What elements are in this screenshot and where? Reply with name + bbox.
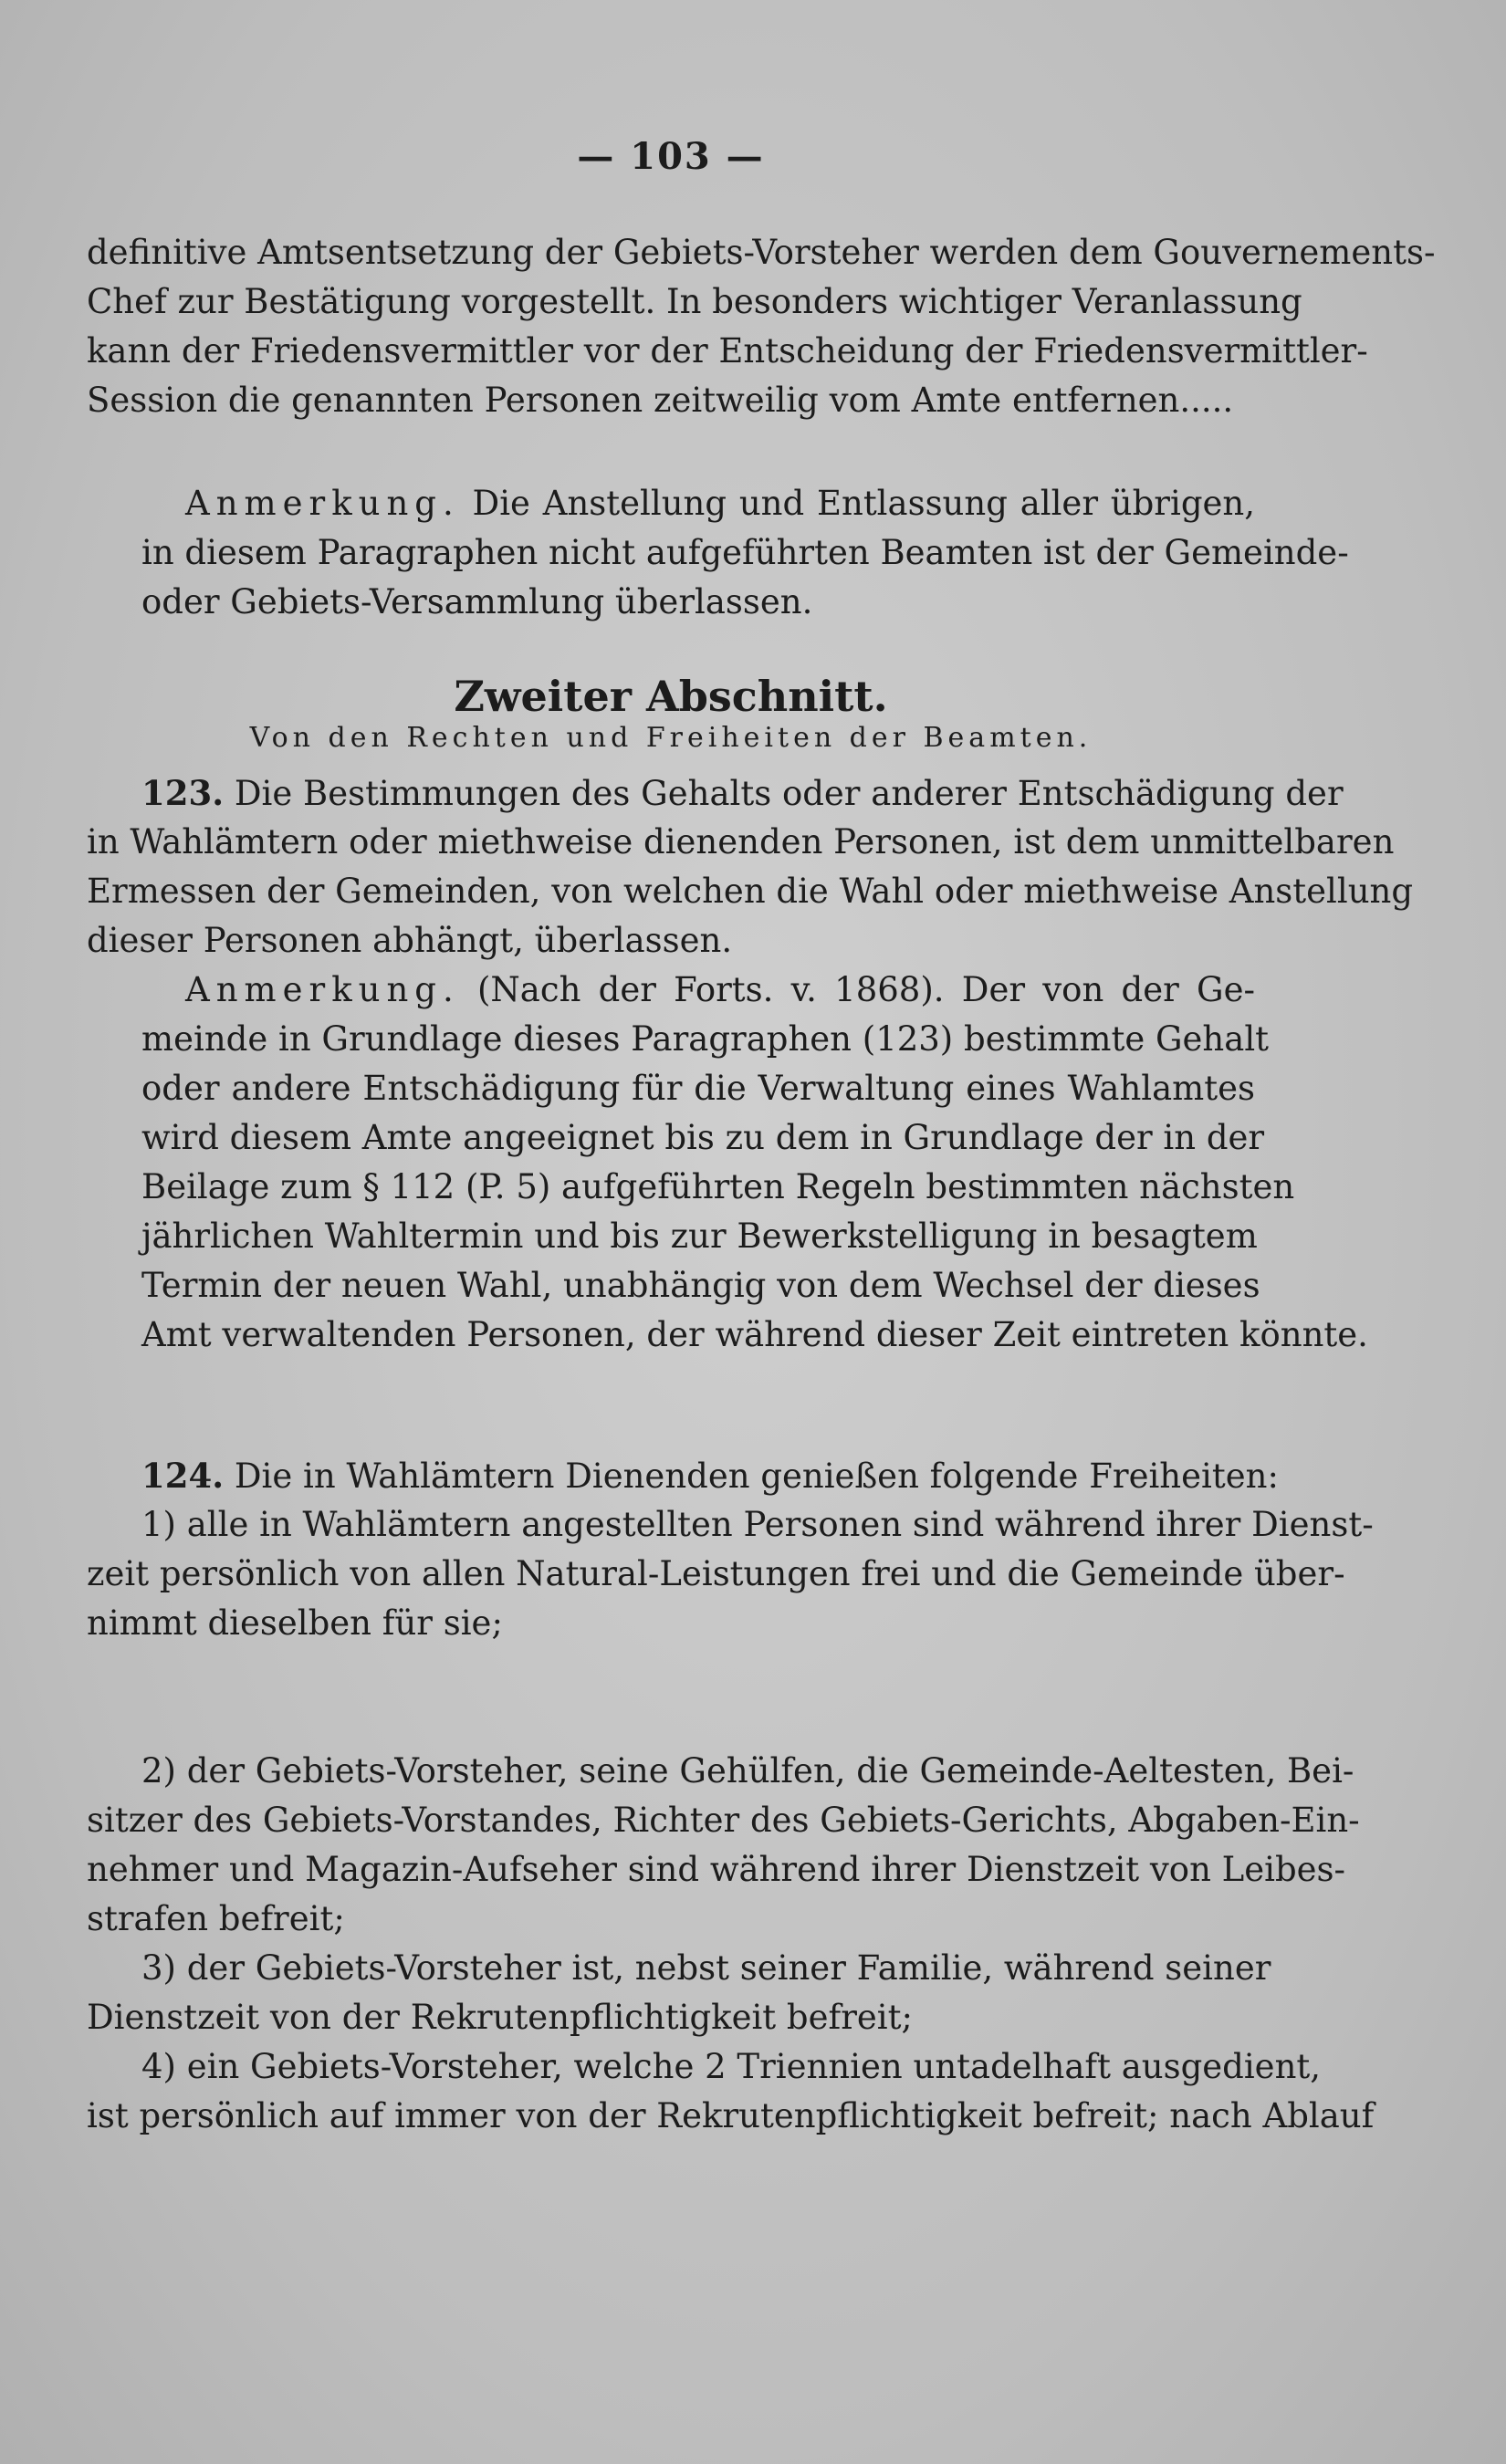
note-line: oder andere Entschädigung für die Verwaltung eines Wahlamtes: [141, 1069, 1255, 1108]
note-line: [185, 966, 1255, 1015]
note-line: wird diesem Amte angeeignet bis zu dem in Grundlage der in der: [141, 1118, 1265, 1157]
list-item-line: Dienstzeit von der Rekrutenpflichtigkeit befreit;: [87, 1998, 913, 2037]
paragraph-line: in Wahlämtern oder miethweise dienenden Personen, ist dem unmittelbaren: [87, 822, 1395, 861]
section-title: Zweiter Abschnitt.: [454, 672, 888, 721]
note-line: [185, 479, 1255, 528]
list-item-line: 2) der Gebiets-Vorsteher, seine Gehülfen, die Gemeinde-Aeltesten, Bei-: [141, 1751, 1354, 1791]
paragraph-line: Ermessen der Gemeinden, von welchen die Wahl oder miethweise Anstellung: [87, 872, 1414, 911]
note-text: (Nach der Forts. v. 1868). Der von der Ge-: [477, 970, 1255, 1009]
text-line: Chef zur Bestätigung vorgestellt. In besonders wichtiger Veranlassung: [87, 282, 1302, 321]
paragraph-text: Die Bestimmungen des Gehalts oder anderer Entschädigung der: [234, 774, 1344, 813]
section-subtitle: Von den Rechten und Freiheiten der Beamten.: [249, 722, 1093, 754]
list-item-line: 4) ein Gebiets-Vorsteher, welche 2 Triennien untadelhaft ausgedient,: [141, 2047, 1322, 2086]
note-line: meinde in Grundlage dieses Paragraphen (123) bestimmte Gehalt: [141, 1019, 1270, 1059]
list-item-line: strafen befreit;: [87, 1899, 345, 1938]
paragraph-text: Die in Wahlämtern Dienenden genießen folgende Freiheiten:: [234, 1456, 1279, 1496]
text-line: kann der Friedensvermittler vor der Entscheidung der Friedensvermittler-: [87, 331, 1368, 371]
note-line: Beilage zum § 112 (P. 5) aufgeführten Regeln bestimmten nächsten: [141, 1167, 1295, 1206]
paragraph-line: [87, 768, 1344, 818]
list-item-line: nimmt dieselben für sie;: [87, 1603, 503, 1643]
note-label: Anmerkung.: [185, 484, 460, 523]
paragraph-number: 123.: [141, 773, 225, 813]
note-line: Termin der neuen Wahl, unabhängig von dem Wechsel der dieses: [141, 1266, 1260, 1305]
text-line: Session die genannten Personen zeitweilig vom Amte entfernen.....: [87, 381, 1234, 420]
note-label: Anmerkung.: [185, 970, 460, 1009]
list-item-line: zeit persönlich von allen Natural-Leistungen frei und die Gemeinde über-: [87, 1554, 1345, 1593]
note-line: Amt verwaltenden Personen, der während dieser Zeit eintreten könnte.: [141, 1315, 1368, 1354]
note-line: in diesem Paragraphen nicht aufgeführten Beamten ist der Gemeinde-: [141, 533, 1349, 572]
note-text: Die Anstellung und Entlassung aller übrigen,: [472, 484, 1255, 523]
list-item-line: nehmer und Magazin-Aufseher sind während ihrer Dienstzeit von Leibes-: [87, 1850, 1346, 1889]
list-item-line: 3) der Gebiets-Vorsteher ist, nebst seiner Familie, während seiner: [141, 1948, 1271, 1988]
note-line: oder Gebiets-Versammlung überlassen.: [141, 582, 813, 621]
list-item-line: ist persönlich auf immer von der Rekrutenpflichtigkeit befreit; nach Ablauf: [87, 2096, 1375, 2135]
paragraph-line: [87, 1451, 1279, 1500]
paragraph-line: dieser Personen abhängt, überlassen.: [87, 921, 733, 960]
list-item-line: 1) alle in Wahlämtern angestellten Personen sind während ihrer Dienst-: [141, 1505, 1374, 1544]
page-number: — 103 —: [577, 135, 765, 178]
paragraph-number: 124.: [141, 1456, 225, 1496]
text-line: definitive Amtsentsetzung der Gebiets-Vorsteher werden dem Gouvernements-: [87, 233, 1436, 272]
note-line: jährlichen Wahltermin und bis zur Bewerkstelligung in besagtem: [141, 1216, 1258, 1256]
list-item-line: sitzer des Gebiets-Vorstandes, Richter des Gebiets-Gerichts, Abgaben-Ein-: [87, 1801, 1360, 1840]
